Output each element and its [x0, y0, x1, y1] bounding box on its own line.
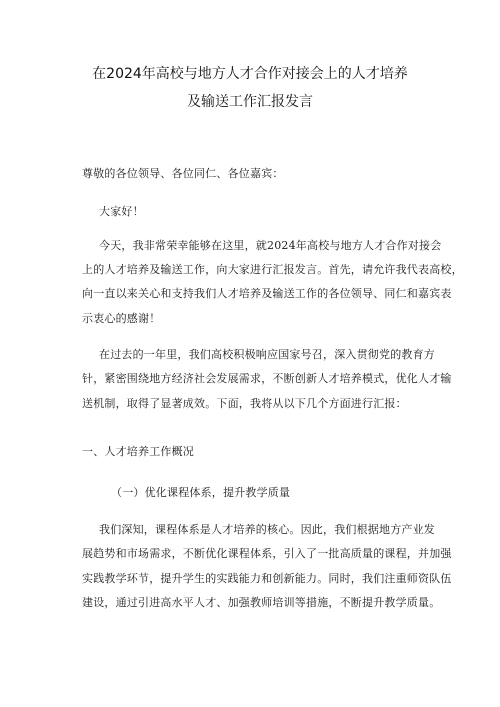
paragraph-3-line-4: 建设，通过引进高水平人才、加强教师培训等措施，不断提升教学质量。 [82, 596, 441, 609]
paragraph-1-line-4: 示衷心的感谢！ [82, 312, 161, 325]
paragraph-1-line-1: 今天，我非常荣幸能够在这里，就2024年高校与地方人才合作对接会 [99, 239, 442, 252]
document-title-line-1: 在2024年高校与地方人才合作对接会上的人才培养 [92, 66, 408, 82]
paragraph-3-line-1: 我们深知，课程体系是人才培养的核心。因此，我们根据地方产业发 [99, 523, 435, 536]
subsection-1-heading: （一）优化课程体系，提升教学质量 [111, 486, 291, 499]
document-title-line-2: 及输送工作汇报发言 [187, 94, 313, 110]
paragraph-3-line-3: 实践教学环节，提升学生的实践能力和创新能力。同时，我们注重师资队伍 [82, 572, 452, 585]
paragraph-1-line-2: 上的人才培养及输送工作，向大家进行汇报发言。首先，请允许我代表高校， [82, 263, 463, 276]
section-1-heading: 一、人才培养工作概况 [82, 445, 194, 458]
paragraph-3-line-2: 展趋势和市场需求，不断优化课程体系，引入了一批高质量的课程，并加强 [82, 547, 452, 560]
greeting: 大家好！ [99, 205, 144, 218]
salutation: 尊敬的各位领导、各位同仁、各位嘉宾： [82, 167, 284, 180]
paragraph-2-line-2: 针，紧密围绕地方经济社会发展需求，不断创新人才培养模式，优化人才输 [82, 372, 452, 385]
paragraph-1-line-3: 向一直以来关心和支持我们人才培养及输送工作的各位领导、同仁和嘉宾表 [82, 287, 452, 300]
paragraph-2-line-3: 送机制，取得了显著成效。下面，我将从以下几个方面进行汇报： [82, 397, 407, 410]
paragraph-2-line-1: 在过去的一年里，我们高校积极响应国家号召，深入贯彻党的教育方 [99, 348, 435, 361]
